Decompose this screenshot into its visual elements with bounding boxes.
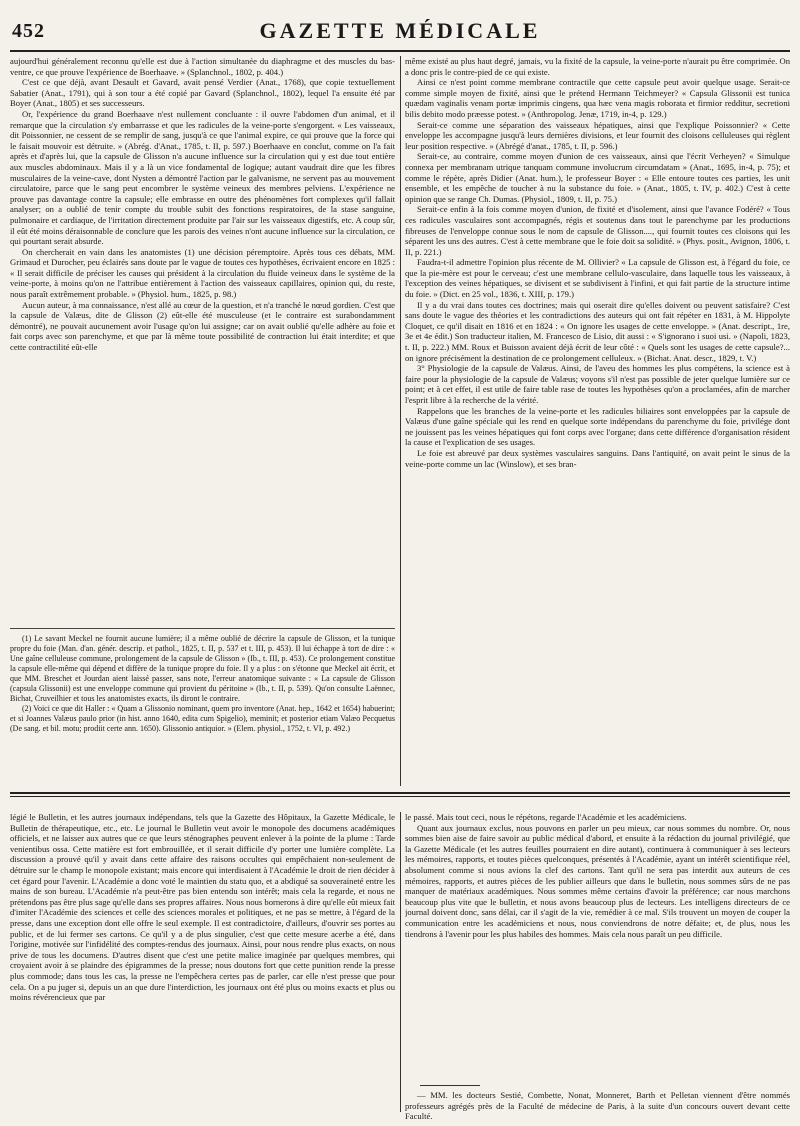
page-header [10,10,790,52]
announcement [405,1090,790,1122]
bottom-right-column [405,812,790,1120]
column-divider [400,56,401,786]
paragraph: Faudra-t-il admettre l'opinion plus récente de M. Ollivier? « La capsule de Glisson est, à l'égard du foie, ce que la pie-mère est pour le cerveau; c'est une membrane cellulo-vasculaire, dans laquelle tous les vaisseaux, à l'exception des veines hépatiques, se divisent et se subdivisent à l'infini, et qui fait partie de la structure intime du foie. » (Dict. en 25 vol., 1836, t. XIII, p. 179.) [405,257,790,300]
paragraph: même existé au plus haut degré, jamais, vu la fixité de la capsule, la veine-porte n'aurait pu être comprimée. On a donc pris le contre-pied de ce qui existe. [405,56,790,77]
paragraph: Serait-ce comme une séparation des vaisseaux hépatiques, ainsi que l'explique Poissonnier? « Cette enveloppe les accompagne jusqu'à leurs dernières divisions, et leur fournit des cloisons celluleuses qui règlent leur position respective. » (Abrégé d'anat., 1785, t. II, p. 596.) [405,119,790,151]
journal-title: GAZETTE MÉDICALE [259,18,541,43]
paragraph: Le foie est abreuvé par deux systèmes vasculaires sanguins. Dans l'antiquité, on avait peint le sinus de la veine-porte comme un lac (Winslow), et ses bran- [405,447,790,469]
paragraph: Quant aux journaux exclus, nous pouvons en parler un peu mieux, car nous sommes du nombre. Or, nous sommes bien aise de faire savoir au public médical d'abord, et ensuite à la rédaction du journal privilégié, que la Gazette Médicale (et les autres feuilles pourraient en dire autant), continuera à communiquer à ses lecteurs les mémoires, rapports, et toutes pièces quelconques, présentés à l'Académie, ayant un intérêt scientifique réel, absolument comme si nous avions la clef des cartons. Tant qu'il ne sera pas interdit aux auteurs de ces mémoires, rapports, et autres pièces de les publier ailleurs que dans le bulletin, nous sommes sûrs de ne pas manquer de matériaux académiques. Nous sommes même certains d'avoir la préférence; car nous marchons beaucoup plus vite que le bulletin, et nous avons beaucoup plus de lecteurs. Les intelligens directeurs de ce journal doivent donc, sans délai, car il s'agit de la vie, remédier à ce mal. S'ils trouvent un moyen de couper la communication entre les académiciens et nous, nous conviendrons de notre défaite; et, de plus, nous les tiendrons à l'avenir pour les plus habiles des hommes. Mais cela nous paraît un peu difficile. [405,822,790,939]
footnote: (2) Voici ce que dit Haller : « Quam a Glissonio nominant, quem pro inventore (Anat. hep., 1642 et 1654) habuerint; et si Joannes Valæus paulo prior (in hist. anno 1640, edita cum Spigelio), meminit; et posterior etiam Valæo Pecquetus (De sang. et bil. motu; prodiit certe ann. 1650). Glissonio antiquior. » (Elem. physiol., 1752, t. VI, p. 492.) [10,704,395,733]
paragraph: Rappelons que les branches de la veine-porte et les radicules biliaires sont enveloppées par la capsule de Valæus d'une gaîne spéciale qui les rend en quelque sorte indépendans du parenchyme du foie, privilége dont ne jouissent pas les veines hépatiques qui font corps avec l'organe; dans cette différence d'organisation résident la cause et l'explication de ses usages. [405,405,790,448]
paragraph: Serait-ce enfin à la fois comme moyen d'union, de fixité et d'isolement, ainsi que l'avance Fodéré? « Tous ces radicules vasculaires sont accompagnés, régis et soutenus dans tout le parenchyme par les productions fibreuses de l'enveloppe connue sous le nom de capsule de Glisson...., qui fournit toutes ces cloisons qui les séparent les uns des autres. C'est à cette membrane que le foie doit sa solidité. » (Phys. posit., Avignon, 1806, t. II, p. 221.) [405,204,790,257]
paragraph: On chercherait en vain dans les anatomistes (1) une décision péremptoire. Après tous ces débats, MM. Grimaud et Durocher, peu éclairés sans doute par le vague de toutes ces hypothèses, écrivaient encore en 1825 : « Il serait difficile de préciser les causes qui président à la circulation du fluide veineux dans le système de la veine-porte, à moins qu'on ne l'attribue entièrement à l'action des vaisseaux capillaires, opinion qui, du reste, nous paraît extrêmement probable. » (Physiol. hum., 1825, p. 98.) [10,246,395,300]
paragraph: Il y a du vrai dans toutes ces doctrines; mais qui oserait dire qu'elles doivent ou peuvent satisfaire? C'est sans doute le vague des théories et les contradictions des auteurs qui ont fait répéter en 1831, à M. Hippolyte Cloquet, ce qu'il disait en 1816 et en 1824 : « On ignore les usages de cette enveloppe. » (Anat. descript., 1re, 3e et 4e édit.) Son traducteur italien, M. Francesco de Lisio, dit aussi : « S'ignorano i suoi usi. » (Napoli, 1823, t. II, p. 222.) MM. Roux et Buisson avaient déjà écrit de leur côté : « Quels sont les usages de cette capsule?... on ignore précisément la destination de ce prolongement celluleux. » (Bichat. Anat. descr., 1829, t. V.) [405,299,790,363]
paragraph: légié le Bulletin, et les autres journaux indépendans, tels que la Gazette des Hôpitaux, la Gazette Médicale, le Bulletin de thérapeutique, etc., etc. Le journal le Bulletin veut avoir le monopole des documens académiques officiels, et ne laisser aux autres que ce que leurs sténographes peuvent enlever à la pointe de la plume : Tarde venientibus ossa. Cette matière est fort embrouillée, et il serait difficile d'y porter une lumière complète. La discussion a prouvé qu'il y avait dans cette affaire des raisons occultes qui empêchaient non-seulement de détruire sur le champ le monopole existant; mais encore qui interdisaient à l'Académie le droit de rien décider à cet égard pour l'avenir. L'Académie a donc voté le maintien du statu quo, et a abdiqué sa souveraineté entre les mains de son bureau. L'Académie n'a peut-être pas bien entendu son intérêt; mais cela la regarde, et nous ne prétendons pas être plus sage qu'elle dans ses propres affaires. Nous nous bornerons à dire qu'elle eût mieux fait d'imiter l'Académie des sciences et celle des sciences morales et politiques, et ne pas se mettre, à l'égard de la presse, dans une exception dont elle offre le seul exemple. Il est contradictoire, d'ailleurs, d'ouvrir ses portes au public, et de lui fermer ses cartons. Ce qu'il y a de plus singulier, c'est que cette mesure acerbe a été, dans l'origine, motivée sur l'infidélité des comptes-rendus des journaux. Ainsi, pour nous rendre plus exacts, on nous prive de tous les documens. D'autres disent que c'est une petite malice imaginée par quelques membres, qui croyaient avoir à se plaindre des épigrammes de la presse; nous doutons fort que cette punition rende la presse plus commode; dans tous les cas, la presse ne l'empêchera certes pas de parler, car elle n'est presse que pour cela. On a pu juger si, depuis un an que dure l'interdiction, les journaux ont été plus ou moins exacts et plus ou moins révérencieux que par [10,812,395,1003]
section-divider-thin [10,796,790,797]
bottom-left-column [10,812,395,1120]
paragraph: Or, l'expérience du grand Boerhaave n'est nullement concluante : il ouvre l'abdomen d'un animal, et il remarque que la circulation s'y embarrasse et que les radicules de la veine-porte s'engorgent. « Les vaisseaux, dit Poissonnier, ne cessent de se remplir de sang, jusqu'à ce que l'animal expire, ce qui prouve que la force qui le faisait mouvoir est détruite. » (Abrég. d'Anat., 1785, t. II, p. 597.) Boerhaave en conclut, comme on l'a fait après et d'après lui, que la capsule de Glisson n'a aucune influence sur la circulation qui y est due tout entière aux muscles abdominaux. Mais il y a là un vice fondamental de logique; autant vaudrait dire que les fibres musculaires de la veine-cave, dont Nysten a démontré l'action par le galvanisme, ne servent pas au mouvement circulatoire, parce que le sang peut encombrer le système veineux des membres pelviens. L'expérience ne prouve pas davantage contre la capsule; elle embrasse en outre des phénomènes fort complexes qu'il fallait analyser; on a oublié de tenir compte du trouble subit des fonctions respiratoires, de la stase sanguine, pulmonaire et cardiaque, de l'irritation directement produite par l'air sur les vaisseaux digestifs, etc. A coup sûr, il eût été moins déraisonnable de conclure que les parois des veines n'ont aucune influence sur la circulation, ce qui pourtant serait absurde. [10,108,395,247]
footnote: (1) Le savant Meckel ne fournit aucune lumière; il a même oublié de décrire la capsule de Glisson, et la tunique propre du foie (Man. d'an. génér. descrip. et pathol., 1825, t. II, p. 537 et t. III, p. 453). Il lui échappe à tort de dire : « Une gaîne celluleuse commune, prolongement de la capsule de Glisson » (Ib., t. III, p. 453). Ce prolongement constitue la capsule elle-même qui dépend et diffère de la tunique propre du foie. Il y a plus : on s'étonne que Meckel ait écrit, et que MM. Breschet et Jourdan aient laissé passer, sans note, l'erreur anatomique suivante : « La capsule de Glisson (capsula Glissonii) est une enveloppe commune qui provient du péritoine » (Ib., t. II, p. 539). Qu'on consulte Laënnec, Bichat, Cruveilhier et tous les anatomistes exacts, ils diront le contraire. [10,634,395,703]
paragraph: le passé. Mais tout ceci, nous le répétons, regarde l'Académie et les académiciens. [405,812,687,822]
paragraph: Serait-ce, au contraire, comme moyen d'union de ces vaisseaux, ainsi que l'écrit Verheyen? « Simulque connexa per membranam utrique tanquam commune involucrum circumdatam » (Anat., 1695, in-4, p. 75); et comme le répète, après Didier (Anat. hum.), le professeur Boyer : « Elle entoure toutes ces parties, les unit ensemble, et les empêche de toucher à nu la substance du foie. » (Anat., 1805, t. IV, p. 402.) C'est à cette opinion que se range Ch. Dumas. (Physiol., 1809, t. II, p. 75.) [405,151,790,204]
top-left-column [10,56,395,594]
page-number: 452 [12,20,45,42]
paragraph: 3° Physiologie de la capsule de Valæus. Ainsi, de l'aveu des hommes les plus compétens, la science est à faire pour la physiologie de la capsule de Valæus; voyons s'il n'est pas possible de jeter quelque lumière sur ce point; et à cet effet, il est utile de faire table rase de toutes les hypothèses qu'on a proclamées, afin de marcher l'esprit libre à la recherche de la vérité. [405,363,790,405]
announcement-divider [420,1085,480,1086]
paragraph: Ainsi ce n'est point comme membrane contractile que cette capsule peut avoir quelque usage. Serait-ce comme simple moyen de fixité, ainsi que le prétend Hermann Teichmeyer? « Capsula Glissonii est tunica quædam vaginalis venam portæ imprimis cingens, qua hæc vena magis roborata et firmior redditur, secretioni bilis debito modo præesse potest. » (Anthropolog. Jenæ, 1719, in-4, p. 129.) [405,77,790,119]
section-divider [10,792,790,794]
paragraph: Aucun auteur, à ma connaissance, n'est allé au cœur de la question, et n'a tranché le nœud gordien. C'est que la capsule de Valæus, dite de Glisson (2) eût-elle été musculeuse (et le contraire est surabondamment démontré), ne pouvait aucunement avoir l'usage qu'on lui assigne; car on avait oublié qu'elle adhère au foie et fait corps avec son parenchyme, et que par là même toute possibilité de contraction lui était interdite; et que cette contractilité eût-elle [10,299,395,353]
footnotes [10,634,395,786]
paragraph: C'est ce que déjà, avant Desault et Gavard, avait pensé Verdier (Anat., 1768), que copie textuellement Sabatier (Anat., 1791), qui à son tour a été copié par Gavard (Splanchnol., 1802), lequel l'a ensuite été par Boyer (Anat., 1805) et ses successeurs. [10,77,395,109]
announcement-text: — MM. les docteurs Sestié, Combette, Nonat, Monneret, Barth et Pelletan viennent d'être nommés professeurs agrégés près de la Faculté de médecine de Paris, à la suite d'un concours ouvert devant cette Faculté. [405,1090,790,1122]
top-right-column [405,56,790,786]
footnote-divider [10,628,395,629]
column-divider [400,812,401,1112]
paragraph: aujourd'hui généralement reconnu qu'elle est due à l'action simultanée du diaphragme et des muscles du bas-ventre, ce que prouve l'expérience de Boerhaave. » (Splanchnol., 1802, p. 404.) [10,56,395,77]
